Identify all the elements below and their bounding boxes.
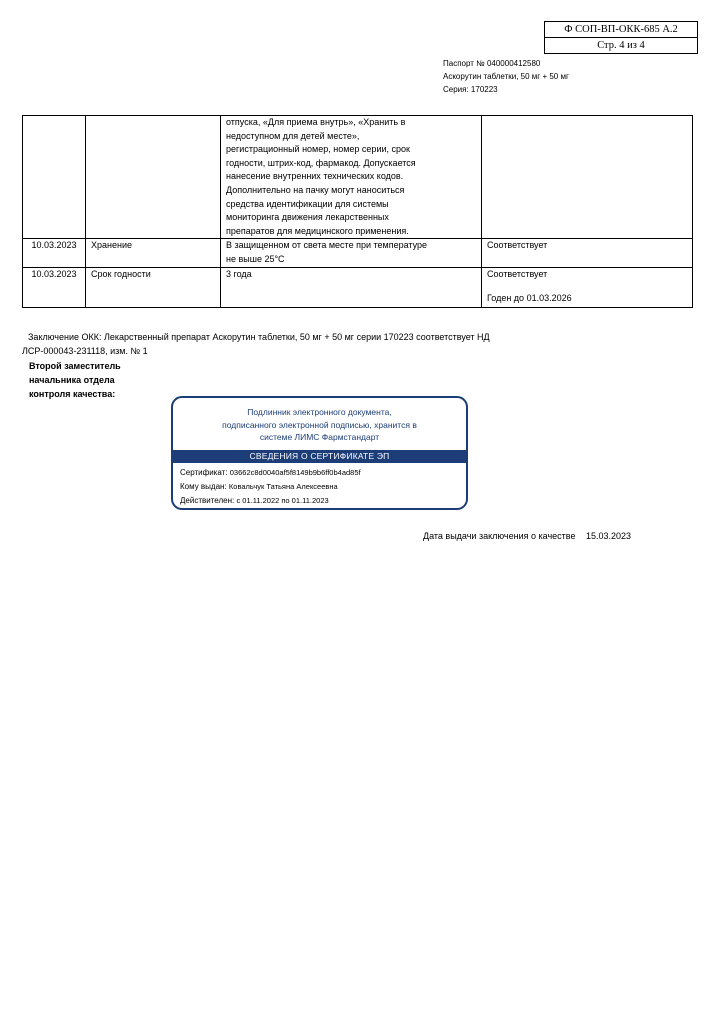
certificate-label: Сертификат: [180, 468, 228, 477]
cell-date: 10.03.2023 [23, 239, 86, 267]
expiry-date: Годен до 01.03.2026 [487, 292, 572, 303]
passport-info [443, 57, 569, 96]
table-row [23, 116, 693, 239]
stamp-issued-to [180, 480, 466, 494]
signer-title: Второй заместитель начальника отдела контроля качества: [29, 361, 121, 399]
valid-label: Действителен: [180, 496, 235, 505]
stamp-certificate [180, 466, 466, 480]
table-row [23, 267, 693, 307]
conclusion-line-2: ЛСР-000043-231118, изм. № 1 [22, 346, 148, 356]
stamp-validity [180, 494, 466, 508]
cell-result [482, 116, 693, 239]
issue-date-label: Дата выдачи заключения о качестве [423, 531, 576, 541]
cell-date: 10.03.2023 [23, 267, 86, 307]
qc-conclusion [22, 330, 522, 358]
result-text: Соответствует [487, 268, 548, 279]
cell-parameter: Срок годности [86, 267, 221, 307]
issue-date-line [423, 530, 631, 542]
cell-date [23, 116, 86, 239]
electronic-signature-stamp [171, 396, 468, 510]
stamp-details [173, 463, 466, 508]
cell-requirement: В защищенном от света месте при температуре не выше 25°C [221, 239, 482, 267]
stamp-header: Подлинник электронного документа, подписанного электронной подписью, хранится в системе ЛИМС Фармстандарт [222, 407, 417, 442]
issued-to-value: Ковальчук Татьяна Алексеевна [228, 482, 338, 491]
cell-parameter: Хранение [86, 239, 221, 267]
issue-date-value: 15.03.2023 [585, 531, 632, 541]
conclusion-line-1: Заключение ОКК: Лекарственный препарат Аскорутин таблетки, 50 мг + 50 мг серии 170223 соответствует НД [28, 332, 490, 342]
stamp-band: СВЕДЕНИЯ О СЕРТИФИКАТЕ ЭП [173, 450, 466, 463]
passport-number: Паспорт № 040000412580 [443, 59, 541, 68]
issued-to-label: Кому выдан: [180, 482, 227, 491]
passport-product: Аскорутин таблетки, 50 мг + 50 мг [443, 72, 569, 81]
cell-requirement: 3 года [221, 267, 482, 307]
certificate-value: 03662c8d0040af5f8149b9b6ff0b4ad85f [229, 468, 361, 477]
cell-result-expiry [482, 267, 693, 307]
valid-value: с 01.11.2022 по 01.11.2023 [236, 496, 329, 505]
cell-requirement: отпуска, «Для приема внутрь», «Хранить в недоступном для детей месте», регистрационный номер, номер серии, срок годности, штрих-код, фармакод. Допускается нанесение внутренних технических кодов. Дополнительно на пачку могут наноситься средства идентификации для системы мониторинга движения лекарственных препаратов для медицинского применения. [221, 116, 482, 239]
page-number: Стр. 4 из 4 [545, 37, 697, 53]
form-code: Ф СОП-ВП-ОКК-685 А.2 [564, 24, 678, 35]
cell-parameter [86, 116, 221, 239]
passport-series: Серия: 170223 [443, 85, 498, 94]
cell-result: Соответствует [482, 239, 693, 267]
form-code-box [544, 21, 698, 54]
test-results-table [22, 115, 693, 308]
table-row [23, 239, 693, 267]
